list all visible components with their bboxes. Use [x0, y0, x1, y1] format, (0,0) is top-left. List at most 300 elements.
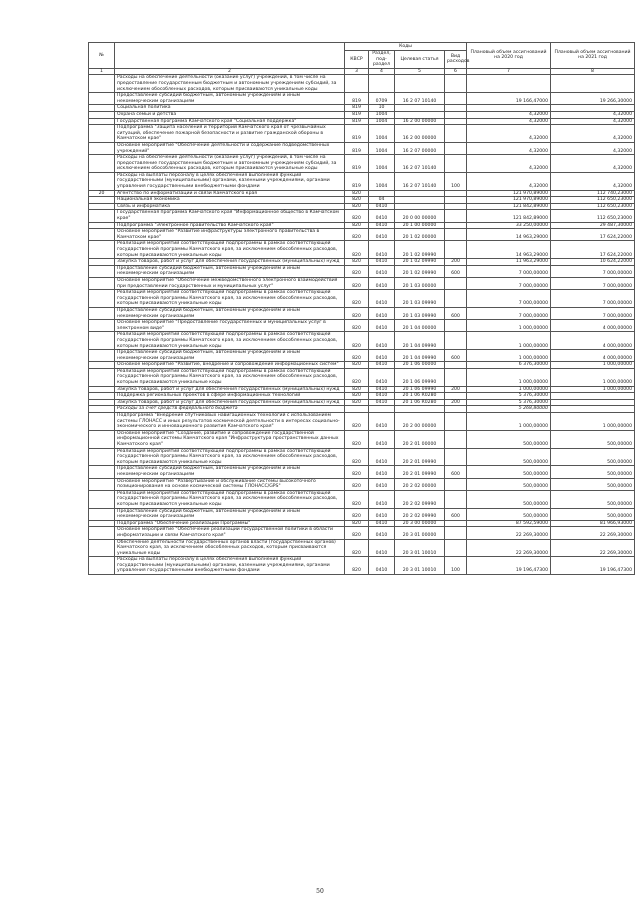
row-amount-2021-cell: 10 624,22000	[551, 259, 635, 266]
row-csr-cell: 20 3 01 00000	[395, 527, 445, 539]
row-number-cell	[89, 259, 115, 266]
row-csr-cell: 20 3 00 00000	[395, 520, 445, 527]
row-amount-2020-cell: 500,00000	[467, 448, 551, 466]
row-vr-cell: 600	[445, 508, 467, 520]
row-amount-2020-cell: 1 000,00000	[467, 413, 551, 431]
row-vr-cell: 200	[445, 386, 467, 393]
row-amount-2021-cell: 500,00000	[551, 448, 635, 466]
row-amount-2021-cell	[551, 105, 635, 112]
row-number-cell	[89, 539, 115, 557]
row-kvsr-cell: 820	[345, 350, 369, 362]
row-csr-cell: 16 2 00 00000	[395, 118, 445, 125]
row-number-cell	[89, 490, 115, 508]
row-vr-cell	[445, 118, 467, 125]
column-number-cell: 4	[369, 68, 395, 75]
row-number-cell	[89, 290, 115, 308]
row-amount-2021-cell	[551, 399, 635, 406]
row-name-cell: Расходы за счет средств федерального бюджета	[115, 406, 345, 413]
row-rzpr-cell: 0410	[369, 478, 395, 490]
row-number-cell	[89, 203, 115, 210]
row-kvsr-cell: 820	[345, 539, 369, 557]
row-vr-cell	[445, 362, 467, 369]
row-rzpr-cell: 0410	[369, 430, 395, 448]
row-name-cell: Предоставление субсидий бюджетным, автономным учреждениям и иным некоммерческим организациям	[115, 350, 345, 362]
row-amount-2020-cell: 5 268,80000	[467, 406, 551, 413]
row-amount-2020-cell: 121 970,89000	[467, 190, 551, 197]
table-row	[89, 386, 635, 393]
row-number-cell	[89, 406, 115, 413]
row-kvsr-cell: 820	[345, 307, 369, 319]
header-plan-2020: Плановый объем ассигнований на 2020 год	[467, 43, 551, 69]
header-kvsr: КВСР	[345, 51, 369, 69]
table-row	[89, 368, 635, 386]
row-name-cell: Закупка товаров, работ и услуг для обеспечения государственных (муниципальных) нужд	[115, 399, 345, 406]
row-rzpr-cell: 0410	[369, 386, 395, 393]
row-vr-cell	[445, 277, 467, 289]
table-row	[89, 527, 635, 539]
row-amount-2021-cell: 4,32000	[551, 142, 635, 154]
row-rzpr-cell: 0410	[369, 203, 395, 210]
column-number-cell: 8	[551, 68, 635, 75]
row-rzpr-cell: 0410	[369, 466, 395, 478]
row-number-cell	[89, 430, 115, 448]
row-kvsr-cell: 820	[345, 527, 369, 539]
table-row	[89, 259, 635, 266]
row-rzpr-cell: 0410	[369, 277, 395, 289]
row-name-cell: Охрана семьи и детства	[115, 111, 345, 118]
table-row	[89, 406, 635, 413]
row-rzpr-cell: 0410	[369, 557, 395, 575]
row-amount-2020-cell: 22 269,30000	[467, 527, 551, 539]
row-rzpr-cell	[369, 406, 395, 413]
row-vr-cell	[445, 197, 467, 204]
row-kvsr-cell: 820	[345, 265, 369, 277]
row-amount-2020-cell: 33 250,00000	[467, 222, 551, 229]
row-kvsr-cell: 819	[345, 118, 369, 125]
row-amount-2020-cell: 4,32000	[467, 125, 551, 143]
row-csr-cell: 20 1 03 09990	[395, 307, 445, 319]
row-kvsr-cell: 820	[345, 259, 369, 266]
row-amount-2021-cell: 17 624,22000	[551, 241, 635, 259]
row-csr-cell: 20 1 06 00000	[395, 362, 445, 369]
row-name-cell: Основное мероприятие "Предоставление государственных и муниципальных услуг в электронном виде"	[115, 320, 345, 332]
row-rzpr-cell	[369, 190, 395, 197]
row-vr-cell	[445, 520, 467, 527]
row-amount-2021-cell: 1 000,00000	[551, 368, 635, 386]
row-rzpr-cell: 1004	[369, 172, 395, 190]
row-name-cell: Расходы на выплаты персоналу в целях обеспечения выполнения функций государственными (муниципальными) органами, казенными учреждениями, органами управления государственными внебюджетными фондами	[115, 172, 345, 190]
table-row	[89, 203, 635, 210]
table-row	[89, 277, 635, 289]
row-amount-2020-cell: 121 970,89000	[467, 197, 551, 204]
row-amount-2020-cell: 7 000,00000	[467, 307, 551, 319]
row-kvsr-cell	[345, 406, 369, 413]
row-rzpr-cell: 10	[369, 105, 395, 112]
row-kvsr-cell: 820	[345, 229, 369, 241]
row-rzpr-cell: 0410	[369, 350, 395, 362]
row-number-cell	[89, 277, 115, 289]
table-row	[89, 413, 635, 431]
row-rzpr-cell: 0410	[369, 210, 395, 222]
table-row	[89, 222, 635, 229]
row-amount-2021-cell: 1 000,00000	[551, 386, 635, 393]
row-amount-2020-cell: 4,32000	[467, 118, 551, 125]
row-csr-cell: 16 2 00 00000	[395, 125, 445, 143]
row-vr-cell	[445, 229, 467, 241]
row-amount-2020-cell: 500,00000	[467, 508, 551, 520]
header-csr: Целевая статья	[395, 51, 445, 69]
header-rzpr: Раздел, под-раздел	[369, 51, 395, 69]
row-number-cell	[89, 557, 115, 575]
row-kvsr-cell: 819	[345, 105, 369, 112]
row-name-cell: Реализация мероприятий соответствующей подпрограммы в рамках соответствующей государственной программы Камчатского края, за исключением обособленных расходов, которым присваиваются уникальные коды	[115, 332, 345, 350]
row-vr-cell: 200	[445, 259, 467, 266]
row-rzpr-cell: 0410	[369, 520, 395, 527]
row-amount-2020-cell: 1 000,00000	[467, 320, 551, 332]
row-number-cell	[89, 448, 115, 466]
row-amount-2021-cell: 500,00000	[551, 466, 635, 478]
row-vr-cell	[445, 142, 467, 154]
row-csr-cell: 16 2 07 10140	[395, 172, 445, 190]
row-amount-2020-cell: 19 196,47300	[467, 557, 551, 575]
table-row	[89, 190, 635, 197]
row-rzpr-cell: 0410	[369, 539, 395, 557]
row-name-cell: Связь и информатика	[115, 203, 345, 210]
row-kvsr-cell: 820	[345, 241, 369, 259]
row-amount-2020-cell: 4,32000	[467, 111, 551, 118]
row-kvsr-cell: 820	[345, 277, 369, 289]
row-csr-cell: 20 1 04 00000	[395, 320, 445, 332]
row-rzpr-cell: 1004	[369, 142, 395, 154]
row-number-cell	[89, 142, 115, 154]
row-vr-cell	[445, 413, 467, 431]
row-name-cell: Предоставление субсидий бюджетным, автономным учреждениям и иным некоммерческим организациям	[115, 307, 345, 319]
row-amount-2020-cell: 1 000,00000	[467, 350, 551, 362]
row-number-cell	[89, 197, 115, 204]
row-number-cell	[89, 125, 115, 143]
row-number-cell	[89, 320, 115, 332]
table-row	[89, 118, 635, 125]
row-name-cell: Подпрограмма "Внедрение спутниковых навигационных технологий с использованием системы ГЛОНАСС и иных результатов космической деятельности в интересах социально-экономического и инновационного развития Камчатского края"	[115, 413, 345, 431]
row-number-cell	[89, 118, 115, 125]
row-name-cell: Обеспечение деятельности государственных органов власти (государственных органов) Камчатского края, за исключением обособленных расходов, которым присваиваются уникальные коды	[115, 539, 345, 557]
row-csr-cell	[395, 190, 445, 197]
row-csr-cell	[395, 105, 445, 112]
row-amount-2020-cell: 4,32000	[467, 142, 551, 154]
row-kvsr-cell: 820	[345, 508, 369, 520]
row-amount-2021-cell: 29 487,30000	[551, 222, 635, 229]
row-vr-cell	[445, 393, 467, 400]
table-header-row	[89, 43, 635, 51]
budget-table	[88, 42, 635, 575]
row-number-cell	[89, 413, 115, 431]
row-kvsr-cell: 820	[345, 393, 369, 400]
table-row	[89, 125, 635, 143]
row-amount-2021-cell: 7 000,00000	[551, 290, 635, 308]
row-rzpr-cell: 0709	[369, 93, 395, 105]
row-amount-2020-cell: 19 166,47000	[467, 93, 551, 105]
row-csr-cell: 20 1 04 09990	[395, 332, 445, 350]
row-amount-2021-cell: 4,32000	[551, 172, 635, 190]
row-number-cell	[89, 229, 115, 241]
row-amount-2021-cell: 500,00000	[551, 508, 635, 520]
table-row	[89, 142, 635, 154]
row-amount-2021-cell: 500,00000	[551, 430, 635, 448]
table-row	[89, 332, 635, 350]
row-kvsr-cell: 820	[345, 478, 369, 490]
row-number-cell	[89, 307, 115, 319]
row-amount-2020-cell: 6 376,30000	[467, 362, 551, 369]
row-rzpr-cell	[369, 75, 395, 93]
row-amount-2021-cell	[551, 406, 635, 413]
row-kvsr-cell: 820	[345, 557, 369, 575]
row-amount-2020-cell: 11 963,29000	[467, 259, 551, 266]
row-kvsr-cell: 820	[345, 362, 369, 369]
row-csr-cell: 16 2 07 00000	[395, 142, 445, 154]
row-vr-cell	[445, 190, 467, 197]
row-vr-cell	[445, 155, 467, 173]
row-number-cell	[89, 527, 115, 539]
row-kvsr-cell: 820	[345, 448, 369, 466]
table-row	[89, 210, 635, 222]
row-kvsr-cell: 820	[345, 466, 369, 478]
row-rzpr-cell: 0410	[369, 393, 395, 400]
row-name-cell: Подпрограмма "Защита населения и территорий Камчатского края от чрезвычайных ситуаций, обеспечение пожарной безопасности и развитие гражданской обороны в Камчатском крае"	[115, 125, 345, 143]
row-vr-cell	[445, 210, 467, 222]
row-kvsr-cell	[345, 75, 369, 93]
row-amount-2020-cell: 4,32000	[467, 155, 551, 173]
row-csr-cell	[395, 203, 445, 210]
row-name-cell: Подпрограмма "Обеспечение реализации Программы"	[115, 520, 345, 527]
row-vr-cell	[445, 241, 467, 259]
row-amount-2021-cell: 1 000,00000	[551, 362, 635, 369]
row-csr-cell: 20 1 06 09990	[395, 386, 445, 393]
table-row	[89, 490, 635, 508]
row-amount-2020-cell: 5 376,30000	[467, 399, 551, 406]
row-vr-cell	[445, 320, 467, 332]
row-amount-2021-cell: 19 266,30000	[551, 93, 635, 105]
table-row	[89, 307, 635, 319]
row-name-cell: Основное мероприятие "Развертывание и обслуживание системы высокоточного позиционирования на основе космической системы ГЛОНАСС/GPS"	[115, 478, 345, 490]
row-vr-cell	[445, 527, 467, 539]
row-csr-cell	[395, 75, 445, 93]
table-row	[89, 172, 635, 190]
row-name-cell: Реализация мероприятий соответствующей подпрограммы в рамках соответствующей государственной программы Камчатского края, за исключением обособленных расходов, которым присваиваются уникальные коды	[115, 448, 345, 466]
row-csr-cell: 20 1 02 00000	[395, 229, 445, 241]
row-csr-cell: 20 2 01 00000	[395, 430, 445, 448]
column-number-cell: 2	[115, 68, 345, 75]
row-amount-2020-cell: 1 000,00000	[467, 386, 551, 393]
row-name-cell: Национальная экономика	[115, 197, 345, 204]
row-vr-cell: 600	[445, 307, 467, 319]
row-amount-2021-cell: 22 269,30000	[551, 539, 635, 557]
row-rzpr-cell: 0410	[369, 320, 395, 332]
row-kvsr-cell: 820	[345, 413, 369, 431]
row-amount-2021-cell: 4 000,00000	[551, 332, 635, 350]
row-kvsr-cell: 819	[345, 155, 369, 173]
table-row	[89, 478, 635, 490]
row-amount-2021-cell: 1 000,00000	[551, 413, 635, 431]
row-name-cell: Основное мероприятие "Обеспечение деятельности и содержание подведомственных учреждений"	[115, 142, 345, 154]
row-name-cell: Предоставление субсидий бюджетным, автономным учреждениям и иным некоммерческим организациям	[115, 93, 345, 105]
row-number-cell	[89, 241, 115, 259]
row-rzpr-cell: 0410	[369, 490, 395, 508]
table-row	[89, 520, 635, 527]
table-row	[89, 93, 635, 105]
header-vr: Вид расходов	[445, 51, 467, 69]
row-csr-cell: 20 0 00 00000	[395, 210, 445, 222]
table-row	[89, 448, 635, 466]
row-amount-2020-cell: 1 000,00000	[467, 332, 551, 350]
row-name-cell: Основное мероприятие "Обеспечение реализации государственной политики в области информатизации и связи Камчатского края"	[115, 527, 345, 539]
row-amount-2020-cell: 500,00000	[467, 430, 551, 448]
table-row	[89, 508, 635, 520]
row-vr-cell	[445, 490, 467, 508]
column-number-cell: 5	[395, 68, 445, 75]
row-rzpr-cell: 0410	[369, 307, 395, 319]
row-amount-2021-cell: 7 000,00000	[551, 265, 635, 277]
row-name-cell: Агентство по информатизации и связи Камчатского края	[115, 190, 345, 197]
row-amount-2020-cell: 7 000,00000	[467, 265, 551, 277]
row-vr-cell	[445, 430, 467, 448]
table-row	[89, 265, 635, 277]
row-rzpr-cell: 0410	[369, 332, 395, 350]
row-amount-2020-cell: 500,00000	[467, 478, 551, 490]
row-name-cell: Реализация мероприятий соответствующей подпрограммы в рамках соответствующей государственной программы Камчатского края, за исключением обособленных расходов, которым присваиваются уникальные коды	[115, 490, 345, 508]
row-name-cell: Расходы на обеспечение деятельности (оказание услуг) учреждений, в том числе на предоставление государственным бюджетным и автономным учреждениям субсидий, за исключением обособленных расходов, которым присваиваются уникальные коды	[115, 155, 345, 173]
row-csr-cell	[395, 406, 445, 413]
table-row	[89, 155, 635, 173]
row-amount-2020-cell: 7 000,00000	[467, 290, 551, 308]
row-number-cell	[89, 111, 115, 118]
row-kvsr-cell: 820	[345, 222, 369, 229]
row-rzpr-cell: 0410	[369, 362, 395, 369]
row-kvsr-cell: 820	[345, 197, 369, 204]
row-rzpr-cell: 0410	[369, 229, 395, 241]
row-name-cell: Реализация мероприятий соответствующей подпрограммы в рамках соответствующей государственной программы Камчатского края, за исключением обособленных расходов, которым присваиваются уникальные коды	[115, 290, 345, 308]
row-csr-cell: 20 2 02 00000	[395, 478, 445, 490]
row-vr-cell	[445, 478, 467, 490]
column-number-cell: 6	[445, 68, 467, 75]
row-amount-2021-cell: 500,00000	[551, 490, 635, 508]
row-rzpr-cell: 0410	[369, 222, 395, 229]
row-name-cell: Предоставление субсидий бюджетным, автономным учреждениям и иным некоммерческим организациям	[115, 508, 345, 520]
header-plan-2021: Плановый объем ассигнований на 2021 год	[551, 43, 635, 69]
row-kvsr-cell: 820	[345, 368, 369, 386]
table-row	[89, 362, 635, 369]
row-rzpr-cell: 0410	[369, 413, 395, 431]
row-name-cell: Государственная программа Камчатского края "Социальная поддержка"	[115, 118, 345, 125]
row-rzpr-cell: 1004	[369, 111, 395, 118]
row-vr-cell	[445, 539, 467, 557]
row-kvsr-cell: 819	[345, 172, 369, 190]
row-vr-cell	[445, 203, 467, 210]
row-name-cell: Социальная политика	[115, 105, 345, 112]
row-kvsr-cell: 820	[345, 430, 369, 448]
row-csr-cell	[395, 111, 445, 118]
row-vr-cell	[445, 406, 467, 413]
row-number-cell	[89, 75, 115, 93]
row-vr-cell: 600	[445, 466, 467, 478]
row-name-cell: Основное мероприятие "Развитие инфраструктуры электронного правительства в Камчатском крае"	[115, 229, 345, 241]
header-num: №	[89, 43, 115, 69]
row-amount-2021-cell: 4,32000	[551, 111, 635, 118]
table-row	[89, 539, 635, 557]
row-amount-2021-cell	[551, 75, 635, 93]
row-csr-cell: 20 3 01 10010	[395, 557, 445, 575]
row-number-cell	[89, 399, 115, 406]
row-name-cell: Основное мероприятие "Обеспечение межведомственного электронного взаимодействия при предоставлении государственных и муниципальных услуг"	[115, 277, 345, 289]
table-row	[89, 320, 635, 332]
table-row	[89, 350, 635, 362]
row-kvsr-cell: 820	[345, 320, 369, 332]
column-number-cell: 3	[345, 68, 369, 75]
row-vr-cell	[445, 105, 467, 112]
row-number-cell: 20	[89, 190, 115, 197]
row-name-cell: Основное мероприятие "Создание, развитие и сопровождение государственной информационной системы Камчатского края "Инфраструктура пространственных данных Камчатского края"	[115, 430, 345, 448]
row-number-cell	[89, 155, 115, 173]
row-number-cell	[89, 265, 115, 277]
row-amount-2020-cell: 121 842,89000	[467, 203, 551, 210]
row-name-cell: Поддержка региональных проектов в сфере информационных технологий	[115, 393, 345, 400]
row-amount-2020-cell: 4,32000	[467, 172, 551, 190]
row-number-cell	[89, 222, 115, 229]
row-number-cell	[89, 210, 115, 222]
row-number-cell	[89, 172, 115, 190]
header-codes: Коды	[345, 43, 467, 51]
row-number-cell	[89, 362, 115, 369]
row-amount-2021-cell: 112 650,23000	[551, 203, 635, 210]
row-rzpr-cell: 0410	[369, 259, 395, 266]
row-rzpr-cell: 1004	[369, 118, 395, 125]
row-csr-cell: 20 1 00 00000	[395, 222, 445, 229]
row-vr-cell: 600	[445, 350, 467, 362]
row-vr-cell	[445, 75, 467, 93]
row-rzpr-cell: 0410	[369, 265, 395, 277]
row-csr-cell: 20 2 02 09990	[395, 490, 445, 508]
row-amount-2021-cell: 112 740,23000	[551, 190, 635, 197]
row-number-cell	[89, 386, 115, 393]
table-row	[89, 229, 635, 241]
row-kvsr-cell: 820	[345, 386, 369, 393]
row-vr-cell	[445, 93, 467, 105]
table-row	[89, 111, 635, 118]
row-number-cell	[89, 520, 115, 527]
row-rzpr-cell: 1004	[369, 155, 395, 173]
table-row	[89, 466, 635, 478]
row-csr-cell: 20 1 06 R0280	[395, 393, 445, 400]
row-amount-2021-cell: 4,32000	[551, 155, 635, 173]
table-row	[89, 290, 635, 308]
row-number-cell	[89, 393, 115, 400]
row-number-cell	[89, 93, 115, 105]
row-kvsr-cell: 819	[345, 93, 369, 105]
row-csr-cell: 20 1 04 09990	[395, 350, 445, 362]
row-name-cell: Государственная программа Камчатского края "Информационное общество в Камчатском крае"	[115, 210, 345, 222]
row-name-cell: Закупка товаров, работ и услуг для обеспечения государственных (муниципальных) нужд	[115, 259, 345, 266]
row-vr-cell: 100	[445, 172, 467, 190]
page-number: 50	[316, 888, 324, 895]
row-vr-cell: 600	[445, 265, 467, 277]
row-csr-cell: 20 1 06 R0280	[395, 399, 445, 406]
row-amount-2020-cell: 87 592,59000	[467, 520, 551, 527]
row-kvsr-cell: 820	[345, 290, 369, 308]
row-name-cell: Предоставление субсидий бюджетным, автономным учреждениям и иным некоммерческим организациям	[115, 265, 345, 277]
row-rzpr-cell: 0410	[369, 508, 395, 520]
row-kvsr-cell: 820	[345, 332, 369, 350]
table-row	[89, 105, 635, 112]
row-amount-2020-cell: 5 376,30000	[467, 393, 551, 400]
